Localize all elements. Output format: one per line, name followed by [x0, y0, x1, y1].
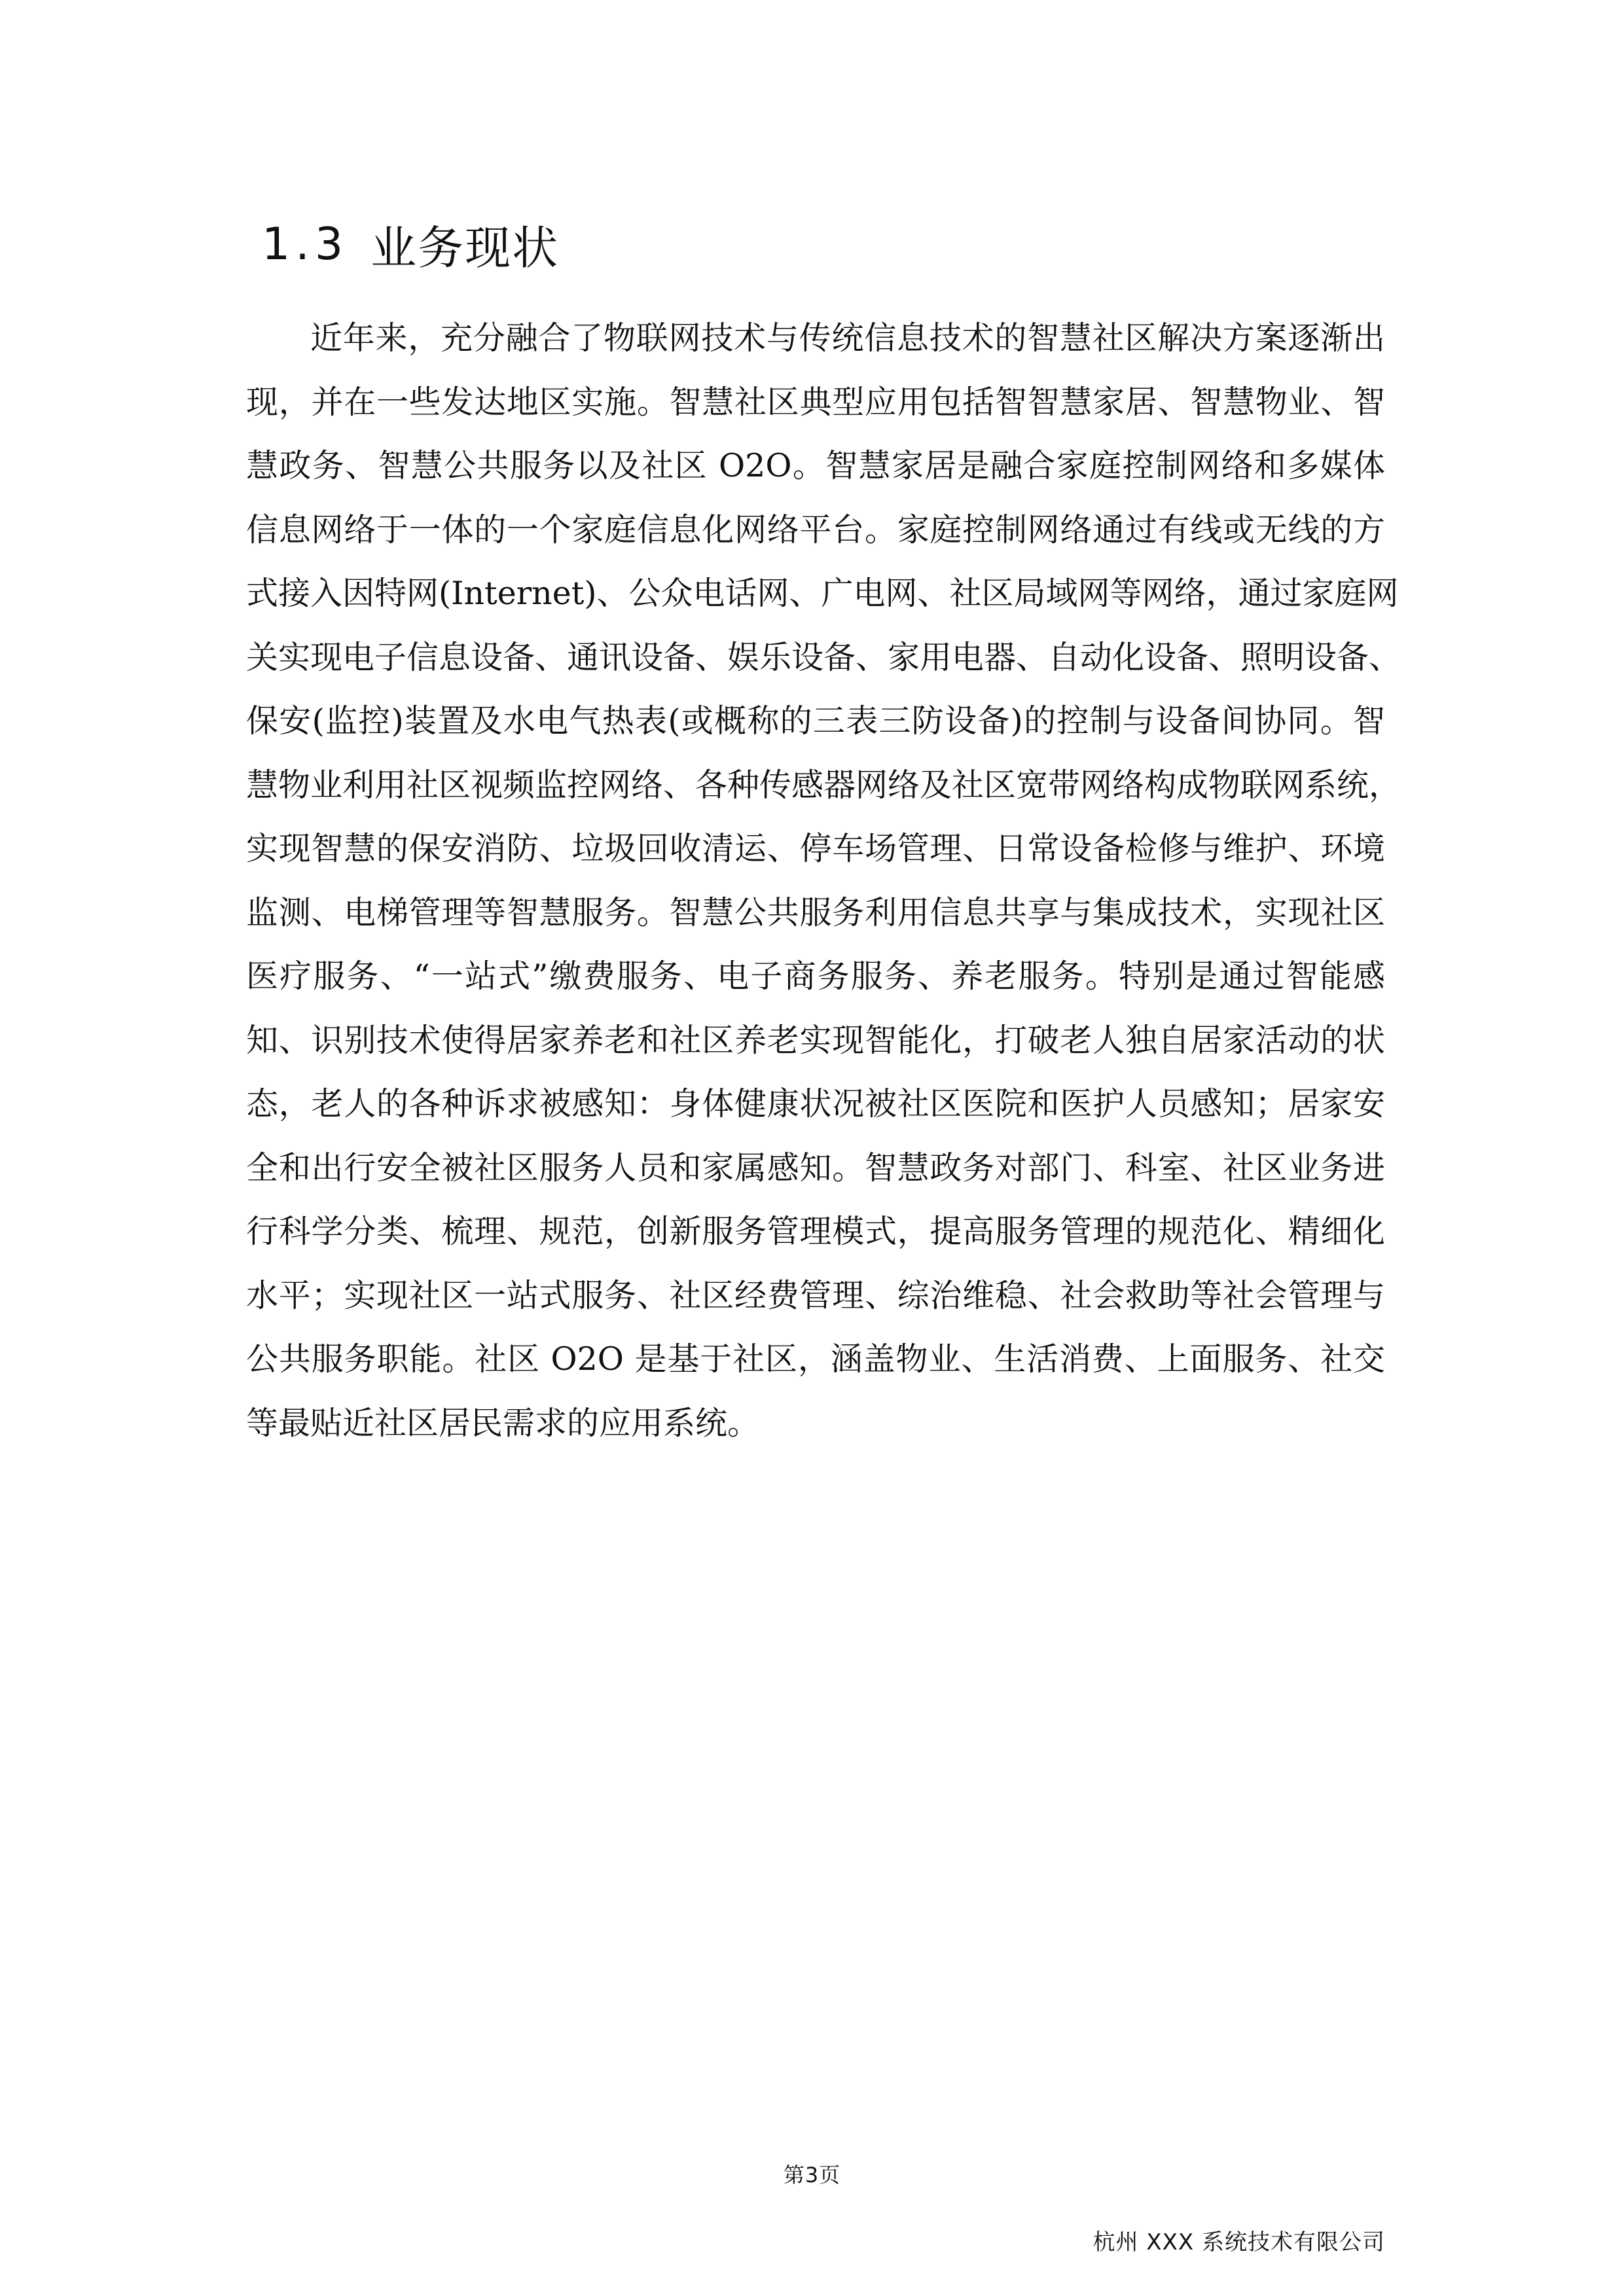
paragraph-line: 近年来，充分融合了物联网技术与传统信息技术的智慧社区解决方案逐渐出 [310, 319, 1385, 357]
paragraph-line: 全和出行安全被社区服务人员和家属感知。智慧政务对部门、科室、社区业务进 [246, 1149, 1385, 1187]
paragraph-line: 式接入因特网(Internet)、公众电话网、广电网、社区局域网等网络，通过家庭网 [246, 575, 1399, 612]
paragraph-line: 监测、电梯管理等智慧服务。智慧公共服务利用信息共享与集成技术，实现社区 [246, 893, 1385, 931]
paragraph-line: 保安(监控)装置及水电气热表(或概称的三表三防设备)的控制与设备间协同。智 [246, 702, 1385, 740]
section-heading [262, 208, 559, 280]
paragraph-line: 行科学分类、梳理、规范，创新服务管理模式，提高服务管理的规范化、精细化 [246, 1213, 1385, 1250]
paragraph-line: 慧政务、智慧公共服务以及社区 O2O。智慧家居是融合家庭控制网络和多媒体 [246, 447, 1385, 484]
paragraph-line: 关实现电子信息设备、通讯设备、娱乐设备、家用电器、自动化设备、照明设备、 [246, 638, 1401, 676]
paragraph-line: 医疗服务、“一站式”缴费服务、电子商务服务、养老服务。特别是通过智能感 [246, 958, 1385, 995]
footer-company-name: 杭州 XXX 系统技术有限公司 [1092, 2229, 1385, 2255]
page-number: 第3页 [783, 2162, 841, 2187]
section-number: 1.3 [262, 218, 349, 270]
paragraph-line: 信息网络于一体的一个家庭信息化网络平台。家庭控制网络通过有线或无线的方 [246, 511, 1385, 548]
paragraph-line: 水平；实现社区一站式服务、社区经费管理、综治维稳、社会救助等社会管理与 [246, 1276, 1385, 1314]
paragraph-line: 态，老人的各种诉求被感知：身体健康状况被社区医院和医护人员感知；居家安 [246, 1085, 1385, 1122]
paragraph-line: 等最贴近社区居民需求的应用系统。 [246, 1404, 760, 1442]
paragraph-line: 现，并在一些发达地区实施。智慧社区典型应用包括智智慧家居、智慧物业、智 [246, 383, 1385, 421]
paragraph-line: 慧物业利用社区视频监控网络、各种传感器网络及社区宽带网络构成物联网系统， [246, 766, 1401, 804]
body-paragraph [246, 306, 1401, 1455]
paragraph-line: 知、识别技术使得居家养老和社区养老实现智能化，打破老人独自居家活动的状 [246, 1021, 1385, 1059]
section-title: 业务现状 [370, 221, 560, 275]
paragraph-line: 实现智慧的保安消防、垃圾回收清运、停车场管理、日常设备检修与维护、环境 [246, 830, 1385, 867]
paragraph-line: 公共服务职能。社区 O2O 是基于社区，涵盖物业、生活消费、上面服务、社交 [246, 1340, 1385, 1378]
